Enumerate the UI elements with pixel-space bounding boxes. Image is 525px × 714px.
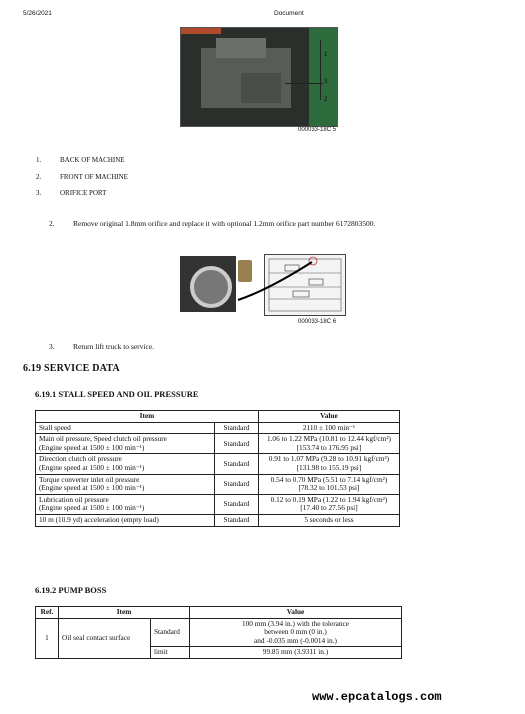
table-cell [36,434,215,454]
row-item: Torque converter inlet oil pressure [39,474,140,484]
table-row [36,454,400,474]
table-cell [36,474,215,494]
section-title: 6.19 SERVICE DATA [23,363,120,374]
table-cell: 1 [36,618,59,658]
table-cell [258,474,399,494]
subsection-title: 6.19.2 PUMP BOSS [35,585,107,595]
photo-detail [309,28,337,126]
table-row [36,422,400,434]
row-item: Main oil pressure, Speed clutch oil pressure [39,434,167,444]
table-row [36,494,400,514]
table-cell: Standard [215,515,259,527]
table-cell: Standard [215,474,259,494]
subsection-title: 6.19.1 STALL SPEED AND OIL PRESSURE [35,389,199,399]
photo-detail [181,28,221,34]
pump-boss-table [35,606,402,659]
figure-1-code: 000033-18C 5 [298,127,337,133]
table-cell: 10 m (10.9 yd) acceleration (empty load) [36,515,215,527]
table-header: Ref. [36,607,59,619]
stall-speed-table [35,410,400,527]
photo-detail [216,38,266,58]
table-row [36,434,400,454]
table-header: Item [36,411,259,423]
legend-num: 1. [36,156,42,164]
header-date: 5/26/2021 [23,10,52,17]
table-cell [36,494,215,514]
table-cell: 99.85 mm (3.9311 in.) [190,647,402,659]
value-line: and -0.035 mm (-0.0014 in.) [254,635,337,645]
row-value-alt: [131.98 to 155.19 psi] [296,463,362,473]
callout-3: 3 [324,79,328,85]
table-cell [258,434,399,454]
row-value-alt: [78.32 to 101.53 psi] [298,483,360,493]
table-cell [258,494,399,514]
pointer-line [228,260,318,310]
step-3-text: Return lift truck to service. [73,342,155,351]
table-row [36,515,400,527]
photo-detail [241,73,281,103]
header-title: Document [274,10,304,17]
figure-1-photo [180,27,338,127]
step-2-text: Remove original 1.8mm orifice and replace it with optional 1.2mm orifice part number 6172803500. [73,219,376,228]
callout-arrow [320,40,321,100]
legend-label: ORIFICE PORT [60,189,107,197]
row-note: (Engine speed at 1500 ± 100 min⁻¹) [39,503,145,513]
row-item: Lubrication oil pressure [39,494,109,504]
table-cell: 5 seconds or less [258,515,399,527]
row-note: (Engine speed at 1500 ± 100 min⁻¹) [39,463,145,473]
table-cell: Standard [215,454,259,474]
table-cell [36,422,215,434]
row-value: 0.91 to 1.07 MPa (9.28 to 10.91 kgf/cm²) [268,454,390,464]
table-cell: Standard [151,618,190,647]
table-header: Item [59,607,190,619]
table-cell: Standard [215,422,259,434]
value-line: between 0 mm (0 in.) [264,627,327,637]
legend-num: 2. [36,173,42,181]
row-value: 1.06 to 1.22 MPa (10.81 to 12.44 kgf/cm²) [266,434,391,444]
table-row [36,474,400,494]
row-value-alt: [17.40 to 27.56 psi] [300,503,358,513]
value-line: 100 mm (3.94 in.) with the tolerance [242,618,349,628]
watermark: www.epcatalogs.com [312,690,442,704]
row-item: Stall speed [39,422,71,432]
legend-label: FRONT OF MACHINE [60,173,128,181]
table-cell [36,454,215,474]
table-cell: Oil seal contact surface [59,618,151,658]
table-cell: Standard [215,494,259,514]
table-header: Value [258,411,399,423]
step-2-num: 2. [49,219,55,228]
table-header: Value [190,607,402,619]
row-note: (Engine speed at 1500 ± 100 min⁻¹) [39,442,145,452]
table-cell: 2110 ± 100 min⁻¹ [258,422,399,434]
legend-label: BACK OF MACHINE [60,156,125,164]
table-cell [190,618,402,647]
callout-2: 2 [324,97,328,103]
table-cell [258,454,399,474]
legend-num: 3. [36,189,42,197]
photo-detail [190,266,232,308]
row-note: (Engine speed at 1500 ± 100 min⁻¹) [39,483,145,493]
row-value: 0.54 to 0.70 MPa (5.51 to 7.14 kgf/cm²) [270,474,388,484]
table-cell: Standard [215,434,259,454]
table-row [36,618,402,647]
row-value: 0.12 to 0.19 MPa (1.22 to 1.94 kgf/cm²) [270,494,388,504]
figure-2-code: 000033-18C 6 [298,319,337,325]
step-3-num: 3. [49,342,55,351]
row-item: Direction clutch oil pressure [39,454,122,464]
callout-1: 1 [324,52,328,58]
callout-line [285,83,323,84]
table-cell: limit [151,647,190,659]
row-value-alt: [153.74 to 176.95 psi] [296,442,362,452]
